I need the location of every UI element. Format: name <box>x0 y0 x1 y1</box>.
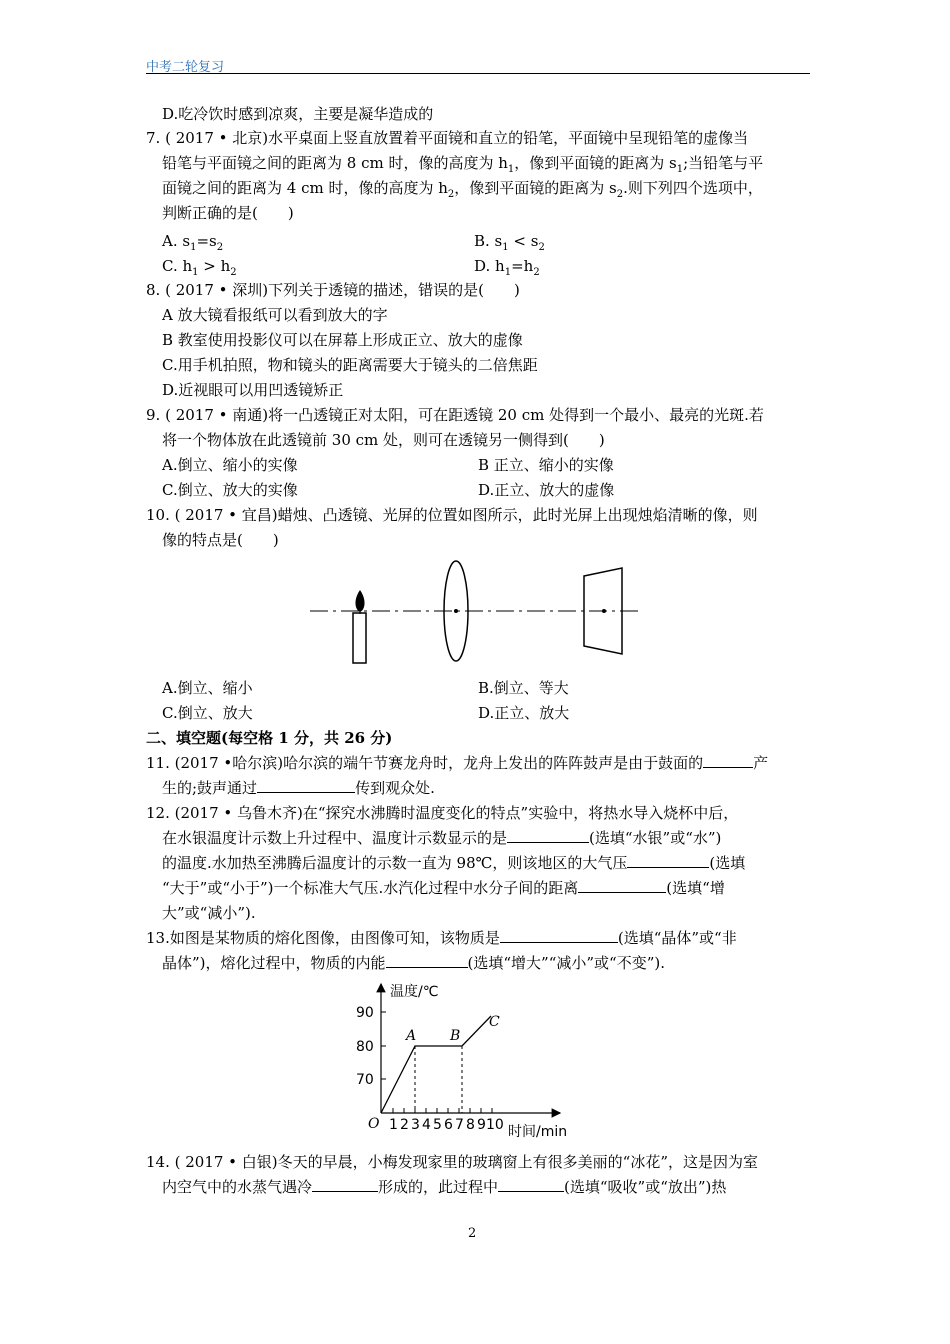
q12-line4: “大于”或“小于”)一个标准大气压.水汽化过程中水分子间的距离 (选填“增 <box>162 879 725 897</box>
q11-line2: 生的;鼓声通过 传到观众处. <box>162 779 435 797</box>
origin-label: O <box>368 1116 380 1132</box>
x-tick-label: 5 <box>433 1117 442 1133</box>
x-tick-label: 3 <box>411 1117 420 1133</box>
x-tick-label: 9 <box>477 1117 486 1133</box>
q13-line1: 13.如图是某物质的熔化图像，由图像可知，该物质是 (选填“晶体”或“非 <box>146 929 737 947</box>
q10-option-a: A.倒立、缩小 <box>162 679 253 697</box>
q11-blank-1 <box>703 753 753 768</box>
x-ticks <box>389 1108 504 1133</box>
q9-option-b: B 正立、缩小的实像 <box>478 456 614 474</box>
x-tick-label: 8 <box>466 1117 475 1133</box>
q8-stem: 8. ( 2017 • 深圳)下列关于透镜的描述，错误的是( ) <box>146 281 520 299</box>
q14-blank-1 <box>312 1177 378 1192</box>
q7-line1: 7. ( 2017 • 北京)水平桌面上竖直放置着平面镜和直立的铅笔，平面镜中呈现铅笔的虚像当 <box>146 129 749 147</box>
q8-option-b: B 教室使用投影仪可以在屏幕上形成正立、放大的虚像 <box>162 331 523 349</box>
q10-option-c: C.倒立、放大 <box>162 704 253 722</box>
y-tick-label: 70 <box>356 1072 374 1088</box>
q14-line2: 内空气中的水蒸气遇冷 形成的，此过程中 (选填“吸收”或“放出”)热 <box>162 1178 727 1196</box>
q7-option-b: B. $s_1 < s_2$ <box>474 232 545 253</box>
header-title: 中考二轮复习 <box>146 60 225 75</box>
q10-line1: 10. ( 2017 • 宜昌)蜡烛、凸透镜、光屏的位置如图所示，此时光屏上出现烛焰清晰的像，则 <box>146 506 758 524</box>
q10-option-d: D.正立、放大 <box>478 704 570 722</box>
q8-option-d: D.近视眼可以用凹透镜矫正 <box>162 381 344 399</box>
q12-blank-3 <box>578 878 666 893</box>
y-tick-label: 80 <box>356 1039 374 1055</box>
x-tick-label: 2 <box>400 1117 409 1133</box>
q8-option-c: C.用手机拍照，物和镜头的距离需要大于镜头的二倍焦距 <box>162 356 538 374</box>
q9-line2: 将一个物体放在此透镜前 30 cm 处，则可在透镜另一侧得到( ) <box>162 431 605 449</box>
x-axis-label: 时间/min <box>508 1124 568 1140</box>
q12-line3: 的温度.水加热至沸腾后温度计的示数一直为 98℃，则该地区的大气压 (选填 <box>162 854 746 872</box>
melting-graph <box>348 976 598 1141</box>
q10-option-b: B.倒立、等大 <box>478 679 569 697</box>
q7-line4: 判断正确的是( ) <box>162 204 294 222</box>
page-number: 2 <box>468 1226 477 1241</box>
q12-blank-2 <box>627 853 709 868</box>
q12-line1: 12. (2017 • 乌鲁木齐)在“探究水沸腾时温度变化的特点”实验中，将热水导入烧杯中后， <box>146 804 739 822</box>
x-tick-label: 6 <box>444 1117 453 1133</box>
x-tick-label: 1 <box>389 1117 398 1133</box>
q9-option-a: A.倒立、缩小的实像 <box>162 456 298 474</box>
melting-curve <box>381 1016 491 1113</box>
q7-line3: 面镜之间的距离为 4 cm 时，像的高度为 $h_2$，像到平面镜的距离为 $s_2$.则下列四个选项中， <box>162 179 763 200</box>
q14-blank-2 <box>498 1177 564 1192</box>
point-b-label: B <box>450 1028 461 1044</box>
q7-option-c: C. $h_1 > h_2$ <box>162 257 237 278</box>
candle-icon <box>353 590 366 663</box>
q7-line2: 铅笔与平面镜之间的距离为 8 cm 时，像的高度为 $h_1$，像到平面镜的距离为 $s_1$;当铅笔与平 <box>162 154 764 175</box>
y-tick-label: 90 <box>356 1005 374 1021</box>
q12-blank-1 <box>507 828 589 843</box>
section-title: 二、填空题(每空格 1 分，共 26 分) <box>146 729 393 747</box>
q10-line2: 像的特点是( ) <box>162 531 279 549</box>
q7-option-a: A. $s_1=s_2$ <box>162 232 224 253</box>
q13-blank-1 <box>500 928 618 943</box>
q13-line2: 晶体”)，熔化过程中，物质的内能 (选填“增大”“减小”或“不变”). <box>162 954 666 972</box>
q14-line1: 14. ( 2017 • 白银)冬天的早晨，小梅发现家里的玻璃窗上有很多美丽的“冰花”，这是因为室 <box>146 1153 758 1171</box>
x-tick-label: 7 <box>455 1117 464 1133</box>
q12-line2: 在水银温度计示数上升过程中、温度计示数显示的是 (选填“水银”或“水”) <box>162 829 722 847</box>
header-rule <box>146 73 810 74</box>
q9-option-c: C.倒立、放大的实像 <box>162 481 298 499</box>
q9-line1: 9. ( 2017 • 南通)将一凸透镜正对太阳，可在距透镜 20 cm 处得到一个最小、最亮的光斑.若 <box>146 406 764 424</box>
q7-option-d: D. $h_1=h_2$ <box>474 257 540 278</box>
point-a-label: A <box>406 1028 417 1044</box>
q12-line5: 大”或“减小”). <box>162 904 256 922</box>
q11-blank-2 <box>257 778 355 793</box>
q13-blank-2 <box>386 953 468 968</box>
q6-option-d: D.吃冷饮时感到凉爽，主要是凝华造成的 <box>162 105 434 123</box>
y-axis-label: 温度/℃ <box>390 984 439 1000</box>
point-c-label: C <box>489 1014 500 1030</box>
q9-option-d: D.正立、放大的虚像 <box>478 481 615 499</box>
q8-option-a: A 放大镜看报纸可以看到放大的字 <box>162 306 388 324</box>
q11-line1: 11. (2017 •哈尔滨)哈尔滨的端午节赛龙舟时，龙舟上发出的阵阵鼓声是由于鼓面的 产 <box>146 754 769 772</box>
x-tick-label: 4 <box>422 1117 431 1133</box>
x-tick-label: 10 <box>486 1117 504 1133</box>
optics-bench-diagram <box>300 556 650 668</box>
